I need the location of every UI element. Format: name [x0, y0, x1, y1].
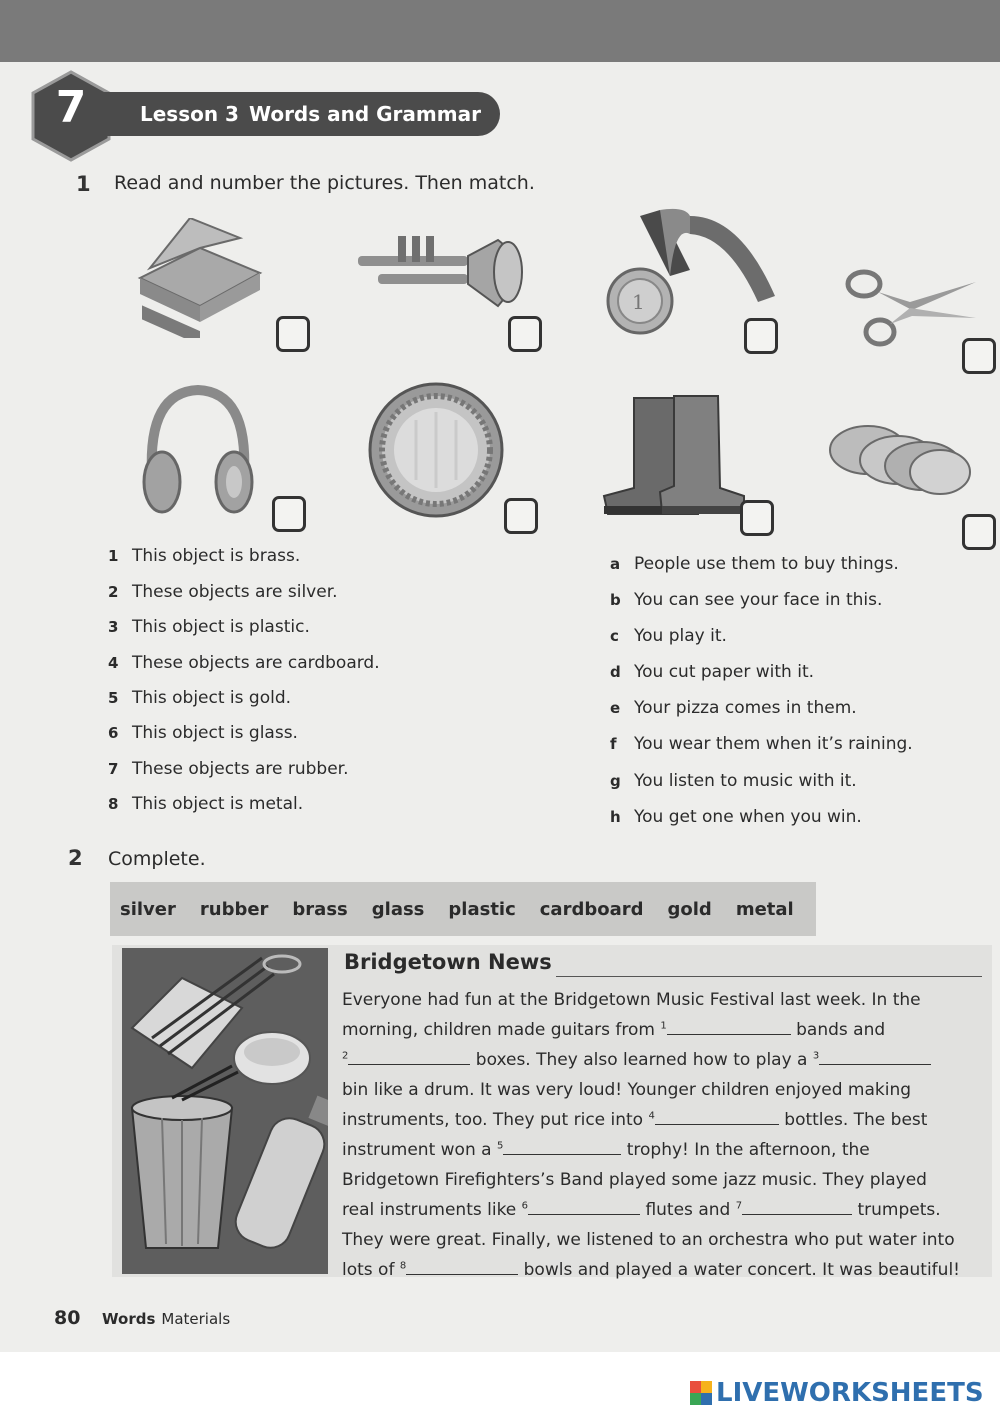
statement-4: 4 These objects are cardboard.: [108, 653, 380, 673]
match-b: b You can see your face in this.: [610, 590, 883, 610]
answer-box-4[interactable]: [962, 338, 996, 374]
headphones-icon: [138, 382, 258, 522]
statement-2: 2 These objects are silver.: [108, 582, 338, 602]
svg-text:1: 1: [632, 290, 645, 314]
word-bank-item: rubber: [199, 898, 269, 920]
blank-5[interactable]: [503, 1141, 621, 1155]
article-line: instruments, too. They put rice into $^4$ bottles. The best: [342, 1110, 928, 1130]
answer-box-7[interactable]: [740, 500, 774, 536]
article-line: bin like a drum. It was very loud! Younger children enjoyed making: [342, 1080, 912, 1100]
blank-3[interactable]: [819, 1051, 931, 1065]
news-title: Bridgetown News: [344, 950, 552, 974]
article-line: real instruments like $^6$ flutes and $^7$ trumpets.: [342, 1200, 941, 1220]
statement-7: 7 These objects are rubber.: [108, 759, 349, 779]
instruments-illustration: [122, 948, 328, 1274]
page-shadow: [0, 0, 1000, 62]
blank-2[interactable]: [348, 1051, 470, 1065]
word-bank-item: brass: [292, 898, 348, 920]
answer-box-6[interactable]: [504, 498, 538, 534]
word-bank-item: metal: [735, 898, 794, 920]
scissors-icon: [840, 262, 980, 352]
pizza-box-icon: [130, 218, 270, 338]
unit-number: 7: [55, 82, 87, 133]
liveworksheets-icon: [690, 1381, 712, 1405]
match-h: h You get one when you win.: [610, 807, 862, 827]
statement-6: 6 This object is glass.: [108, 723, 298, 743]
trumpet-icon: [348, 226, 533, 316]
title-underline: [556, 976, 982, 977]
word-bank-item: gold: [667, 898, 712, 920]
blank-4[interactable]: [655, 1111, 779, 1125]
boots-icon: [598, 392, 748, 522]
answer-box-2[interactable]: [508, 316, 542, 352]
statement-8: 8 This object is metal.: [108, 794, 304, 814]
exercise-1-instruction: Read and number the pictures. Then match.: [114, 172, 535, 194]
footer-section: Words Materials: [102, 1310, 231, 1328]
word-bank: [110, 882, 816, 936]
article-line: They were great. Finally, we listened to an orchestra who put water into: [342, 1230, 955, 1250]
mirror-icon: [366, 380, 506, 520]
article-line: $^2$ boxes. They also learned how to play a $^3$: [342, 1050, 931, 1070]
blank-8[interactable]: [406, 1261, 518, 1275]
article-line: Bridgetown Firefighters’s Band played some jazz music. They played: [342, 1170, 927, 1190]
statement-3: 3 This object is plastic.: [108, 617, 310, 637]
word-bank-item: plastic: [448, 898, 516, 920]
statement-5: 5 This object is gold.: [108, 688, 292, 708]
article-line: instrument won a $^5$ trophy! In the afternoon, the: [342, 1140, 870, 1160]
lesson-title: Words and Grammar: [248, 102, 481, 126]
article-line: morning, children made guitars from $^1$ bands and: [342, 1020, 886, 1040]
blank-1[interactable]: [667, 1021, 791, 1035]
article-line: lots of $^8$ bowls and played a water concert. It was beautiful!: [342, 1260, 960, 1280]
exercise-1-number: 1: [76, 172, 91, 196]
word-bank-item: silver: [120, 898, 176, 920]
match-c: c You play it.: [610, 626, 727, 646]
answer-box-1[interactable]: [276, 316, 310, 352]
blank-7[interactable]: [742, 1201, 852, 1215]
match-e: e Your pizza comes in them.: [610, 698, 857, 718]
match-g: g You listen to music with it.: [610, 771, 857, 791]
blank-6[interactable]: [528, 1201, 640, 1215]
exercise-2-instruction: Complete.: [108, 848, 206, 870]
answer-box-8[interactable]: [962, 514, 996, 550]
article-line: Everyone had fun at the Bridgetown Music Festival last week. In the: [342, 990, 921, 1010]
lesson-label: Lesson 3: [140, 102, 239, 126]
word-bank-item: cardboard: [539, 898, 644, 920]
match-f: f You wear them when it’s raining.: [610, 734, 913, 754]
liveworksheets-logo: LIVEWORKSHEETS: [690, 1378, 984, 1408]
page-number: 80: [54, 1307, 81, 1329]
coins-icon: [828, 420, 973, 500]
answer-box-5[interactable]: [272, 496, 306, 532]
word-bank-item: glass: [371, 898, 425, 920]
lesson-header: [100, 92, 500, 136]
answer-box-3[interactable]: [744, 318, 778, 354]
statement-1: 1 This object is brass.: [108, 546, 301, 566]
match-d: d You cut paper with it.: [610, 662, 815, 682]
match-a: a People use them to buy things.: [610, 554, 899, 574]
exercise-2-number: 2: [68, 846, 83, 870]
